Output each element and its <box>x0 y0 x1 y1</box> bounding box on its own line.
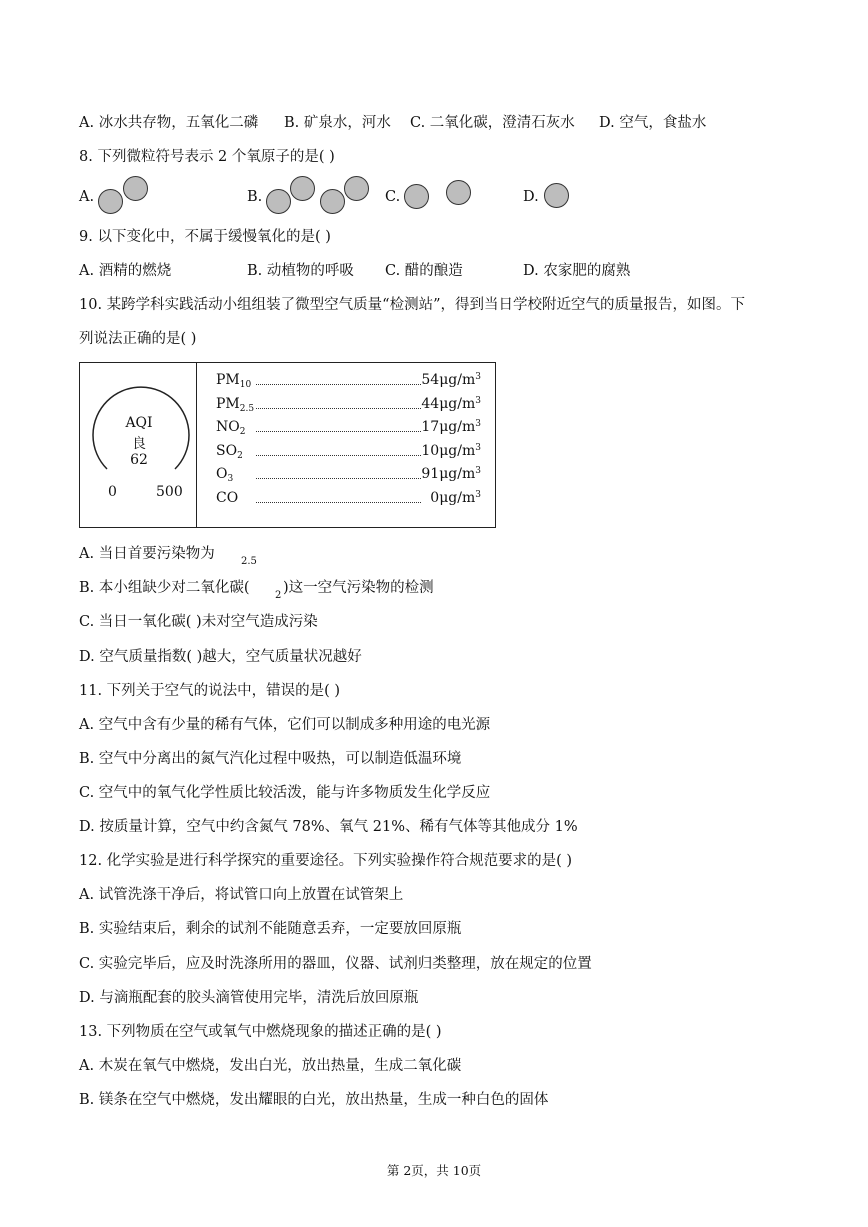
pollutant-name-text: PM <box>216 395 240 412</box>
q8-option-b-label: B. <box>247 189 263 205</box>
pollutant-value <box>421 466 481 482</box>
pollutant-value-text: 44μg/m <box>421 395 476 412</box>
pollutant-row <box>216 419 481 439</box>
dotted-leader <box>256 408 421 409</box>
pollutant-value-text: 10μg/m <box>421 442 476 459</box>
pollutant-name <box>216 372 251 390</box>
q11-option-c: C. 空气中的氧气化学性质比较活泼，能与许多物质发生化学反应 <box>79 785 491 801</box>
atom-circle <box>404 184 429 209</box>
unit-superscript: 3 <box>475 442 481 453</box>
q10-option-d: D. 空气质量指数( )越大，空气质量状况越好 <box>79 649 362 665</box>
dotted-leader <box>256 431 421 432</box>
aqi-value: 62 <box>130 452 148 468</box>
atom-circle <box>290 176 315 201</box>
pollutant-row <box>216 490 481 510</box>
unit-superscript: 3 <box>475 372 481 382</box>
q10-option-b-text-end: )这一空气污染物的检测 <box>283 580 434 596</box>
q10-option-a-text: A. 当日首要污染物为 <box>79 546 215 562</box>
pollutant-name <box>216 396 254 414</box>
pollutant-row <box>216 466 481 486</box>
q9-option-a: A. 酒精的燃烧 <box>79 263 172 279</box>
q11-stem: 11. 下列关于空气的说法中，错误的是( ) <box>79 683 341 699</box>
q8-stem: 8. 下列微粒符号表示 2 个氧原子的是( ) <box>79 149 335 165</box>
aqi-scale-max: 500 <box>156 484 183 500</box>
q12-option-d: D. 与滴瓶配套的胶头滴管使用完毕，清洗后放回原瓶 <box>79 990 419 1006</box>
q7-option-c: C. 二氧化碳，澄清石灰水 <box>410 115 575 131</box>
q12-option-c: C. 实验完毕后，应及时洗涤所用的器皿，仪器、试剂归类整理，放在规定的位置 <box>79 956 592 972</box>
atom-circle <box>446 180 471 205</box>
atom-circle <box>320 189 345 214</box>
pollutant-subscript: 10 <box>239 380 252 390</box>
q10-option-b-text: B. 本小组缺少对二氧化碳( <box>79 580 250 596</box>
q13-stem: 13. 下列物质在空气或氧气中燃烧现象的描述正确的是( ) <box>79 1024 442 1040</box>
atom-circle <box>98 189 123 214</box>
atom-circle <box>344 176 369 201</box>
pollutant-value-text: 0μg/m <box>430 489 476 506</box>
pollutant-name-text: PM <box>216 372 240 388</box>
q11-option-a: A. 空气中含有少量的稀有气体，它们可以制成多种用途的电光源 <box>79 717 491 733</box>
pollutant-value <box>421 419 481 435</box>
pollutant-value-text: 91μg/m <box>421 466 476 482</box>
unit-superscript: 3 <box>475 395 481 406</box>
q11-option-b: B. 空气中分离出的氮气汽化过程中吸热，可以制造低温环境 <box>79 751 462 767</box>
dotted-leader <box>256 478 421 479</box>
atom-circle <box>266 189 291 214</box>
pollutant-name <box>216 443 243 461</box>
dotted-leader <box>256 384 421 385</box>
pollutant-value <box>421 396 481 412</box>
air-quality-report-figure <box>79 362 496 528</box>
q10-option-b-subscript: 2 <box>275 590 282 601</box>
pollutant-subscript: 2 <box>237 450 243 461</box>
q10-option-c: C. 当日一氧化碳( )未对空气造成污染 <box>79 614 318 630</box>
pollutant-name-text: O <box>216 466 228 482</box>
page-footer: 第 2页，共 10页 <box>386 1163 482 1178</box>
dotted-leader <box>256 455 421 456</box>
pollutant-name <box>216 466 233 484</box>
q9-option-d: D. 农家肥的腐熟 <box>523 263 631 279</box>
q11-option-d: D. 按质量计算，空气中约含氮气 78%、氧气 21%、稀有气体等其他成分 1% <box>79 819 578 835</box>
q8-option-a-label: A. <box>79 189 95 205</box>
q7-option-d: D. 空气，食盐水 <box>599 115 707 131</box>
q7-option-b: B. 矿泉水，河水 <box>284 115 391 131</box>
q12-option-b: B. 实验结束后，剩余的试剂不能随意丢弃，一定要放回原瓶 <box>79 921 462 937</box>
pollutant-name-text: CO <box>216 489 239 506</box>
pollutant-value <box>421 443 481 459</box>
aqi-level: 良 <box>132 436 146 452</box>
q12-option-a: A. 试管洗涤干净后，将试管口向上放置在试管架上 <box>79 887 404 903</box>
q12-stem: 12. 化学实验是进行科学探究的重要途径。下列实验操作符合规范要求的是( ) <box>79 853 573 869</box>
pollutant-subscript: 2.5 <box>239 403 255 414</box>
pollutant-row <box>216 443 481 463</box>
pollutant-name <box>216 490 238 506</box>
pollutant-value <box>430 490 481 506</box>
dotted-leader <box>256 502 421 503</box>
pollutant-name <box>216 419 245 437</box>
pollutant-row <box>216 372 481 392</box>
q8-option-d-label: D. <box>523 189 539 205</box>
q8-option-c-label: C. <box>385 189 401 205</box>
q10-stem-line1: 10. 某跨学科实践活动小组组装了微型空气质量“检测站”，得到当日学校附近空气的质量报告，如图。下 <box>79 297 745 313</box>
q10-option-a-subscript: 2.5 <box>241 556 257 567</box>
pollutant-subscript: 3 <box>227 474 234 484</box>
unit-superscript: 3 <box>475 466 481 476</box>
pollutant-value <box>421 372 481 388</box>
pollutant-row <box>216 396 481 416</box>
atom-circle <box>544 183 569 208</box>
pollutant-name-text: SO <box>216 442 238 459</box>
unit-superscript: 3 <box>475 489 481 500</box>
q13-option-b: B. 镁条在空气中燃烧，发出耀眼的白光，放出热量，生成一种白色的固体 <box>79 1092 549 1108</box>
pollutant-value-text: 17μg/m <box>421 419 476 435</box>
pollutant-subscript: 2 <box>239 427 246 437</box>
q9-option-b: B. 动植物的呼吸 <box>247 263 354 279</box>
pollutant-value-text: 54μg/m <box>421 372 476 388</box>
q10-stem-line2: 列说法正确的是( ) <box>79 331 197 347</box>
pollutant-name-text: NO <box>216 419 240 435</box>
aqi-scale-min: 0 <box>108 484 117 500</box>
unit-superscript: 3 <box>475 419 481 429</box>
q9-option-c: C. 醋的酿造 <box>385 263 463 279</box>
aqi-label: AQI <box>125 415 153 431</box>
atom-circle <box>123 176 148 201</box>
q13-option-a: A. 木炭在氧气中燃烧，发出白光，放出热量，生成二氧化碳 <box>79 1058 462 1074</box>
q7-option-a: A. 冰水共存物，五氧化二磷 <box>79 115 259 131</box>
q9-stem: 9. 以下变化中，不属于缓慢氧化的是( ) <box>79 229 331 245</box>
